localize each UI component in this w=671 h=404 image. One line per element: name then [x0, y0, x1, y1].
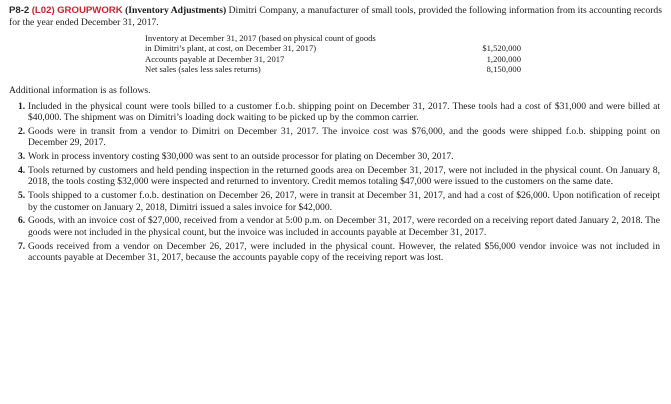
row-label: Inventory at December 31, 2017 (based on physical count of goods — [145, 33, 376, 44]
list-item — [9, 101, 662, 124]
groupwork-label: GROUPWORK — [57, 5, 123, 16]
item-text: Goods were in transit from a vendor to Dimitri on December 31, 2017. The invoice cost was $76,000, and the goods were shipped f.o.b. shipping point on December 29, 2017. — [28, 125, 660, 149]
list-item — [9, 241, 662, 264]
row-value: $1,520,000 — [482, 43, 521, 54]
row-label: Accounts payable at December 31, 2017 — [145, 53, 285, 64]
row-value: 8,150,000 — [486, 63, 521, 74]
item-text: Tools shipped to a customer f.o.b. destination on December 26, 2017, were in transit at December 31, 2017, and had a cost of $26,000. Upon notification of receipt by the customer on January 2, 2018, Dimitri issued a sales invoice for $42,000. — [28, 190, 660, 213]
item-number: 4. — [18, 164, 26, 176]
item-text: Work in process inventory costing $30,000 was sent to an outside processor for plating on December 30, 2017. — [28, 151, 454, 163]
list-item — [9, 215, 662, 238]
accounting-info-table — [145, 33, 521, 74]
additional-info-list — [9, 101, 662, 264]
item-number: 7. — [18, 240, 26, 252]
table-row — [145, 54, 521, 64]
list-item — [9, 151, 662, 163]
additional-info-heading: Additional information is as follows. — [9, 85, 151, 96]
item-number: 6. — [18, 215, 26, 227]
item-text: Goods received from a vendor on December 26, 2017, were included in the physical count. However, the related $56,000 vendor invoice was not included in accounts payable at December 31, 2017, because the accounts payable copy of the receiving report was lost. — [28, 240, 660, 264]
problem-header — [9, 5, 662, 28]
row-label: Net sales (sales less sales returns) — [145, 63, 261, 74]
row-value: 1,200,000 — [486, 53, 521, 64]
problem-topic: (Inventory Adjustments) — [125, 5, 227, 16]
item-number: 2. — [18, 125, 26, 137]
item-text: Included in the physical count were tools billed to a customer f.o.b. shipping point on December 31, 2017. These tools had a cost of $31,000 and were billed at $40,000. The shipment was on Dimitri’s loading dock waiting to be picked up by the common carrier. — [28, 100, 660, 124]
list-item — [9, 190, 662, 213]
item-text: Goods, with an invoice cost of $27,000, received from a vendor at 5:00 p.m. on December 31, 2017, were recorded on a receiving report dated January 2, 2018. The goods were not included in the physical count, but the invoice was included in accounts payable at December 31, 2017. — [28, 215, 660, 238]
item-number: 1. — [18, 100, 26, 112]
table-row — [145, 33, 521, 43]
list-item — [9, 126, 662, 149]
problem-intro: Dimitri Company, a manufacturer of small tools, provided the following information from its accounting records for the year ended December 31, 2017. — [9, 5, 662, 28]
item-text: Tools returned by customers and held pending inspection in the returned goods area on December 31, 2017, were not included in the physical count. On January 8, 2018, the tools costing $32,000 were inspected and returned to inventory. Credit memos totaling $47,000 were issued to the customers on the same date. — [28, 164, 660, 188]
learning-objective: (L02) — [31, 5, 55, 16]
item-number: 5. — [18, 190, 26, 202]
table-row — [145, 43, 521, 53]
problem-id: P8-2 — [9, 5, 30, 16]
table-row — [145, 64, 521, 74]
row-label-continued: in Dimitri’s plant, at cost, on December 31, 2017) — [145, 43, 317, 54]
list-item — [9, 165, 662, 188]
item-number: 3. — [18, 151, 26, 163]
